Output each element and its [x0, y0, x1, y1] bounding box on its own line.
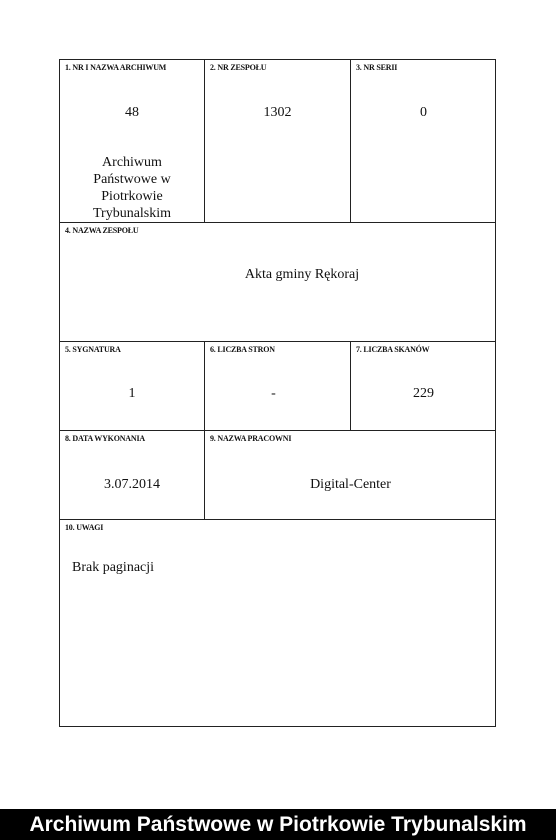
pages-cell: [205, 342, 350, 430]
signature-value: 1: [128, 386, 136, 401]
pages-value: -: [271, 386, 276, 401]
workshop-cell: [205, 431, 496, 519]
notes-cell: [60, 520, 496, 727]
pages-label: 6. LICZBA STRON: [210, 345, 275, 354]
date-value: 3.07.2014: [104, 477, 160, 492]
archive-number: 48: [125, 105, 139, 120]
archive-footer-banner: Archiwum Państwowe w Piotrkowie Trybunalskim: [0, 809, 556, 840]
series-cell: [351, 60, 496, 222]
signature-cell: [60, 342, 204, 430]
archive-metadata-form: [59, 59, 496, 727]
notes-value: Brak paginacji: [72, 560, 155, 575]
series-label: 3. NR SERII: [356, 63, 398, 72]
archive-label: 1. NR I NAZWA ARCHIWUM: [65, 63, 167, 72]
workshop-value: Digital-Center: [310, 477, 391, 492]
archive-name: Archiwum Państwowe w Piotrkowie Trybunalskim: [92, 155, 172, 221]
fonds-number-value: 1302: [263, 105, 292, 120]
series-value: 0: [420, 105, 427, 120]
date-label: 8. DATA WYKONANIA: [65, 434, 145, 443]
fonds-name-label: 4. NAZWA ZESPOŁU: [65, 226, 139, 235]
archive-cell: [60, 60, 204, 222]
date-cell: [60, 431, 204, 519]
scans-value: 229: [413, 386, 434, 401]
workshop-label: 9. NAZWA PRACOWNI: [210, 434, 292, 443]
signature-label: 5. SYGNATURA: [65, 345, 121, 354]
fonds-number-label: 2. NR ZESPOŁU: [210, 63, 267, 72]
notes-label: 10. UWAGI: [65, 523, 104, 532]
fonds-name-value: Akta gminy Rękoraj: [244, 267, 360, 282]
scans-label: 7. LICZBA SKANÓW: [356, 345, 430, 354]
fonds-name-cell: [60, 223, 496, 341]
scans-cell: [351, 342, 496, 430]
fonds-number-cell: [205, 60, 350, 222]
